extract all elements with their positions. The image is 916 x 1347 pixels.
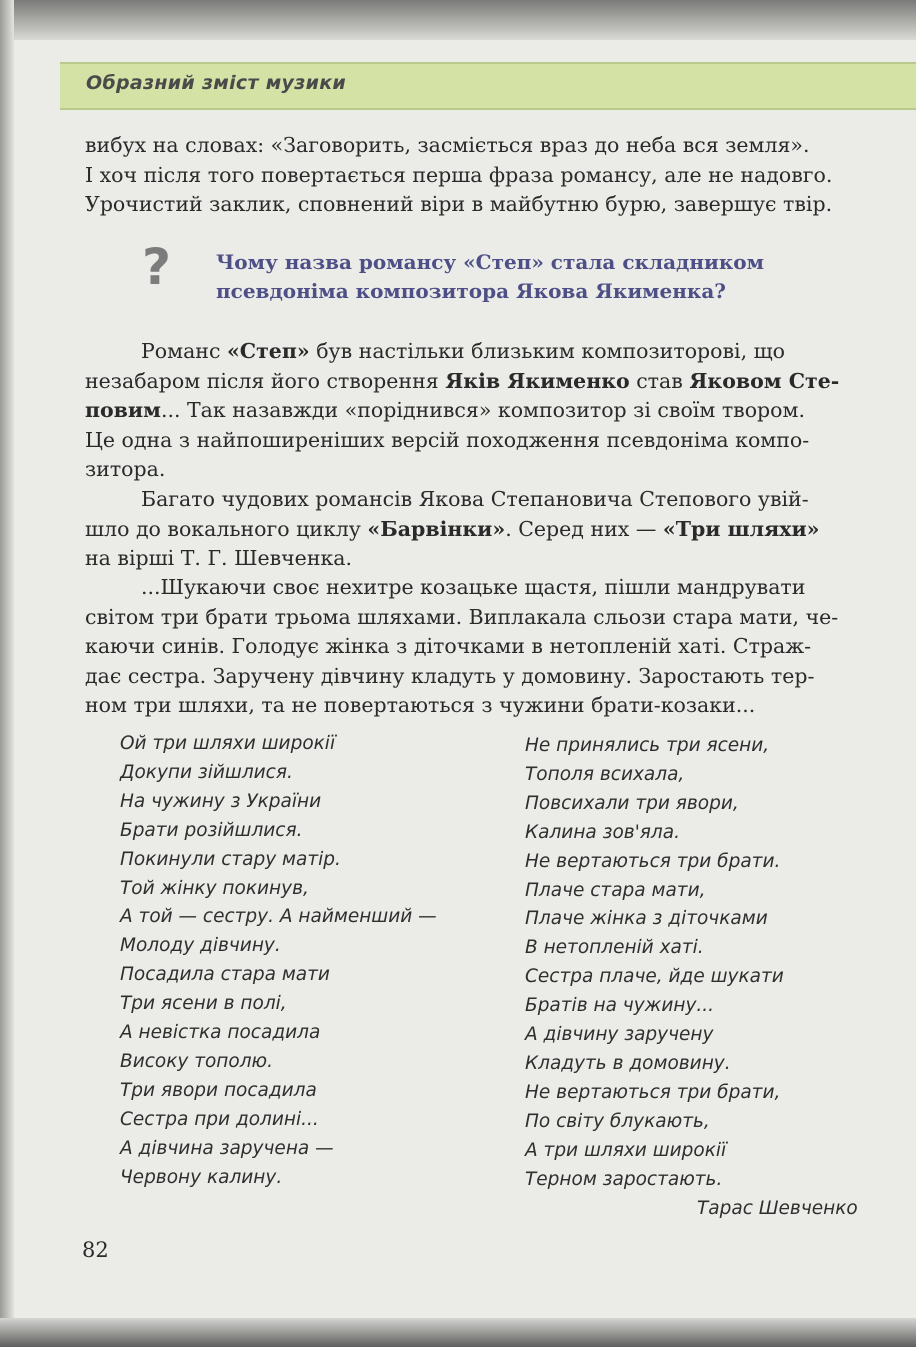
poem-line: Посадила стара мати: [120, 964, 330, 986]
text-line: вибух на словах: «Заговорить, засміється враз до неба вся земля».: [85, 133, 810, 157]
question-block: [216, 248, 764, 306]
poem-line: Сестра при долині...: [120, 1108, 319, 1130]
poem-line: Терном заростають.: [525, 1168, 723, 1190]
poem-line: Сестра плаче, йде шукати: [525, 966, 784, 988]
question-mark-icon: ?: [142, 238, 172, 296]
text-line: повим... Так назавжди «поріднився» композитор зі своїм твором.: [85, 398, 805, 422]
paragraph-3: [85, 573, 838, 721]
poem-line: Плаче стара мати,: [525, 879, 706, 901]
text-line: Багато чудових романсів Якова Степановича Степового увій-: [141, 487, 809, 511]
poem-line: А три шляхи широкії: [525, 1139, 727, 1161]
poem-line: Ой три шляхи широкії: [120, 733, 336, 754]
running-header: Образний зміст музики: [86, 72, 346, 94]
poem-line: Не вертаються три брати,: [525, 1081, 781, 1103]
poem-line: А невістка посадила: [120, 1022, 321, 1044]
page-number: 82: [82, 1238, 109, 1262]
text-line: дає сестра. Заручену дівчину кладуть у домовину. Заростають тер-: [85, 663, 815, 688]
poem-line: Три явори посадила: [120, 1079, 317, 1101]
poem-line: Тополя всихала,: [525, 763, 685, 785]
poem-line: А той — сестру. А найменший —: [120, 906, 437, 928]
poem-line: Покинули стару матір.: [120, 848, 341, 870]
spine-shadow: [0, 0, 14, 1347]
text-line: світом три брати трьома шляхами. Виплакала сльози стара мати, че-: [85, 604, 839, 629]
poem-line: А дівчина заручена —: [120, 1137, 334, 1159]
text-line: шло до вокального циклу «Барвінки». Серед них — «Три шляхи»: [85, 516, 820, 541]
poem-line: Високу тополю.: [120, 1050, 273, 1072]
poem-line: Повсихали три явори,: [525, 792, 739, 814]
poem-line: Брати розійшлися.: [120, 819, 303, 841]
top-shadow: [0, 0, 916, 40]
bottom-shadow: [0, 1318, 916, 1347]
text-line: каючи синів. Голодує жінка з діточками в нетопленій хаті. Страж-: [85, 634, 812, 658]
poem-right-column: [525, 732, 784, 1195]
text-line: зитора.: [85, 457, 166, 481]
poem-line: Не принялись три ясени,: [525, 735, 770, 756]
poem-left-column: [120, 730, 437, 1193]
question-line: псевдоніма композитора Якова Якименка?: [216, 279, 727, 303]
text-line: ...Шукаючи своє нехитре козацьке щастя, пішли мандрувати: [141, 575, 806, 599]
poem-author: Тарас Шевченко: [697, 1198, 858, 1219]
poem-line: Докупи зійшлися.: [120, 761, 293, 783]
text-line: Романс «Степ» був настільки близьким композиторові, що: [141, 339, 786, 363]
text-line: ном три шляхи, та не повертаються з чужини брати-козаки...: [85, 693, 756, 717]
poem-line: Три ясени в полі,: [120, 993, 287, 1015]
text-line: на вірші Т. Г. Шевченка.: [85, 546, 353, 570]
paragraph-1: [85, 337, 839, 485]
poem-line: На чужину з України: [120, 790, 322, 812]
poem-line: Червону калину.: [120, 1166, 283, 1188]
text-line: незабаром після його створення Яків Якименко став Яковом Сте-: [85, 368, 840, 393]
poem-line: По світу блукають,: [525, 1110, 710, 1132]
text-line: Це одна з найпоширеніших версій походження псевдоніма компо-: [85, 427, 810, 452]
poem-line: Плаче жінка з діточками: [525, 908, 768, 930]
poem-line: А дівчину заручену: [525, 1024, 714, 1046]
poem-line: Молоду дівчину.: [120, 935, 281, 957]
poem-line: Калина зов'яла.: [525, 821, 680, 843]
text-line: Урочистий заклик, сповнений віри в майбутню бурю, завершує твір.: [85, 192, 833, 216]
question-line: Чому назва романсу «Степ» стала складником: [216, 250, 764, 274]
text-line: І хоч після того повертається перша фраза романсу, але не надовго.: [85, 162, 833, 187]
poem-line: Кладуть в домовину.: [525, 1052, 731, 1074]
poem-line: Не вертаються три брати.: [525, 850, 781, 872]
paragraph-2: [85, 485, 820, 574]
intro-text: [85, 131, 832, 220]
poem-line: Братів на чужину...: [525, 995, 715, 1017]
poem-line: В нетопленій хаті.: [525, 937, 704, 959]
poem-line: Той жінку покинув,: [120, 877, 309, 899]
